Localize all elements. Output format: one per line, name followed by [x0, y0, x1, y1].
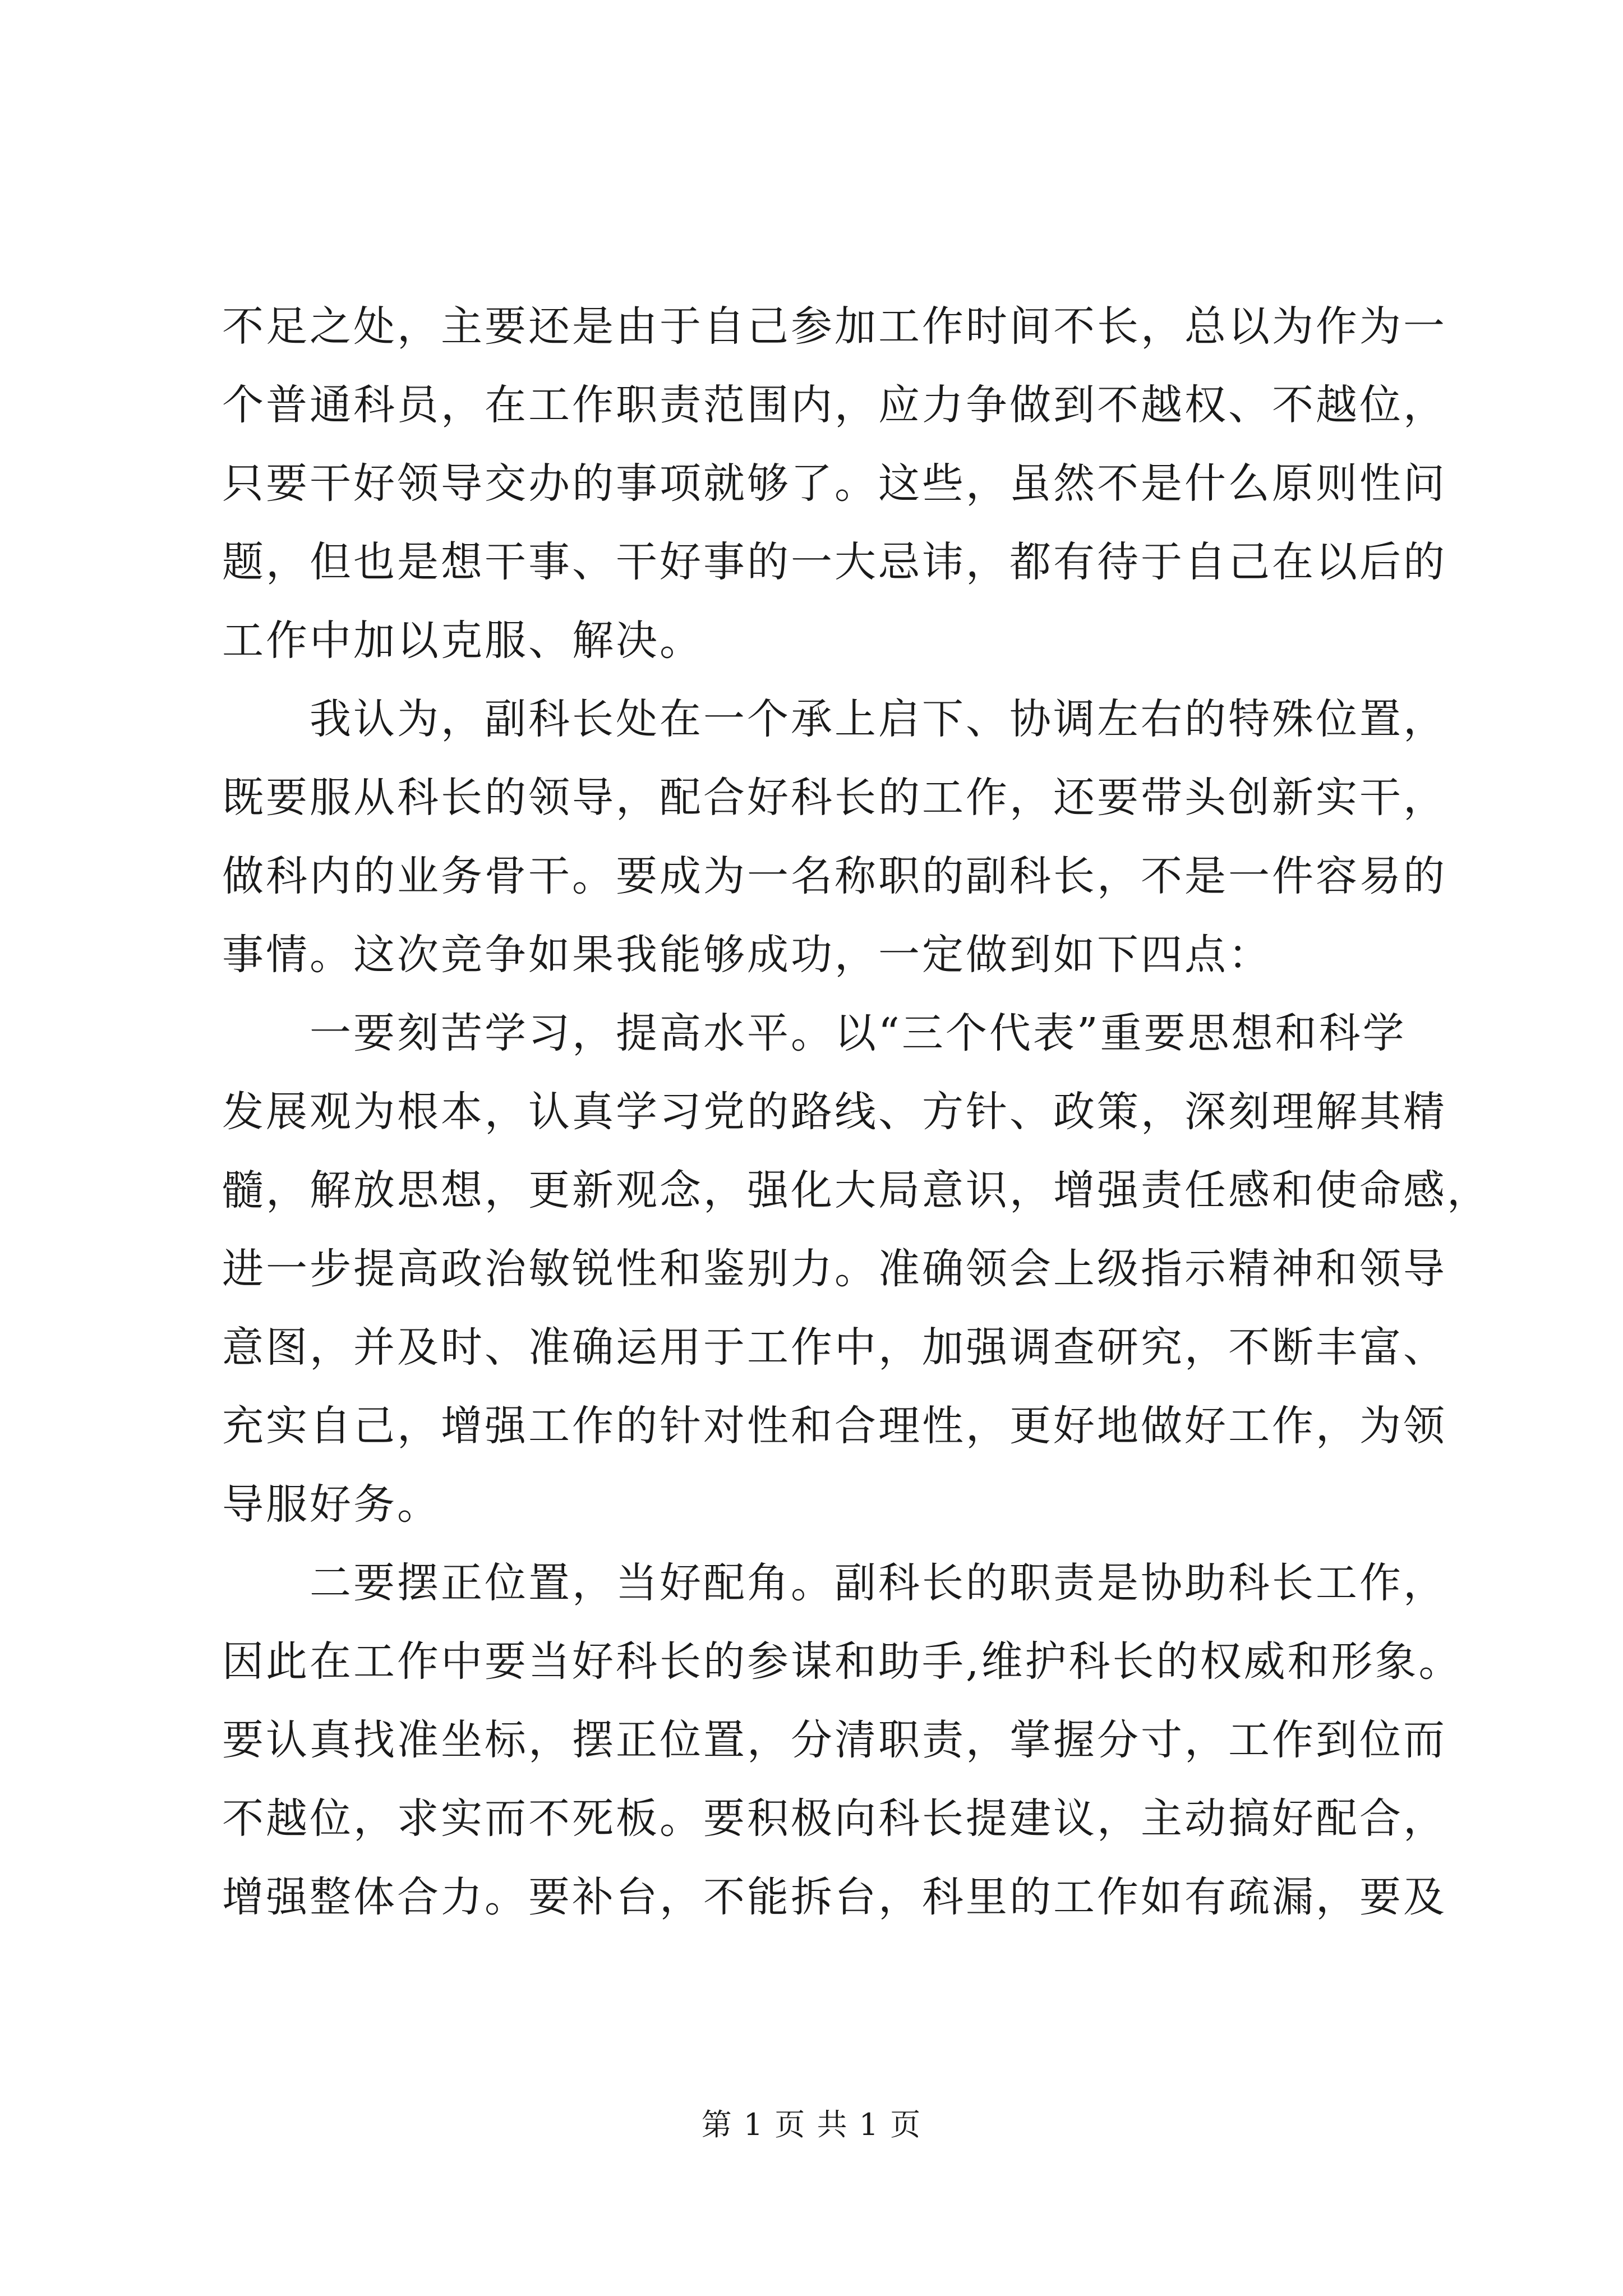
document-body	[222, 287, 1491, 1936]
text-line: 只要干好领导交办的事项就够了。这些，虽然不是什么原则性问	[222, 459, 1447, 508]
paragraph-2	[222, 680, 1447, 994]
text-line: 一要刻苦学习，提高水平。以“三个代表”重要思想和科学	[310, 1009, 1407, 1057]
text-line: 事情。这次竞争如果我能够成功，一定做到如下四点：	[222, 931, 1272, 979]
paragraph-4	[222, 1544, 1463, 1936]
paragraph-3	[222, 994, 1491, 1544]
text-line: 做科内的业务骨干。要成为一名称职的副科长，不是一件容易的	[222, 852, 1447, 900]
page-footer	[0, 2101, 1623, 2144]
text-line: 工作中加以克服、解决。	[222, 616, 703, 665]
text-line: 我认为，副科长处在一个承上启下、协调左右的特殊位置，	[310, 695, 1447, 743]
text-line: 髓，解放思想，更新观念，强化大局意识，增强责任感和使命感，	[222, 1166, 1491, 1214]
text-line: 进一步提高政治敏锐性和鉴别力。准确领会上级指示精神和领导	[222, 1245, 1447, 1293]
text-line: 二要摆正位置，当好配角。副科长的职责是协助科长工作，	[310, 1559, 1447, 1607]
text-line: 发展观为根本，认真学习党的路线、方针、政策，深刻理解其精	[222, 1088, 1447, 1136]
paragraph-1	[222, 287, 1447, 680]
text-line: 既要服从科长的领导，配合好科长的工作，还要带头创新实干，	[222, 774, 1447, 822]
text-line: 意图，并及时、准确运用于工作中，加强调查研究，不断丰富、	[222, 1323, 1447, 1372]
text-line: 导服好务。	[222, 1480, 441, 1529]
page-indicator: 第 1 页 共 1 页	[701, 2107, 922, 2142]
text-line: 不越位，求实而不死板。要积极向科长提建议，主动搞好配合，	[222, 1795, 1447, 1843]
text-line: 题，但也是想干事、干好事的一大忌讳，都有待于自己在以后的	[222, 538, 1447, 586]
text-line: 因此在工作中要当好科长的参谋和助手,维护科长的权威和形象。	[222, 1637, 1463, 1686]
text-line: 增强整体合力。要补台，不能拆台，科里的工作如有疏漏，要及	[222, 1873, 1447, 1921]
text-line: 不足之处，主要还是由于自己参加工作时间不长，总以为作为一	[222, 302, 1447, 351]
text-line: 充实自己，增强工作的针对性和合理性，更好地做好工作，为领	[222, 1402, 1447, 1450]
text-line: 个普通科员，在工作职责范围内，应力争做到不越权、不越位，	[222, 381, 1447, 429]
text-line: 要认真找准坐标，摆正位置，分清职责，掌握分寸，工作到位而	[222, 1716, 1447, 1764]
